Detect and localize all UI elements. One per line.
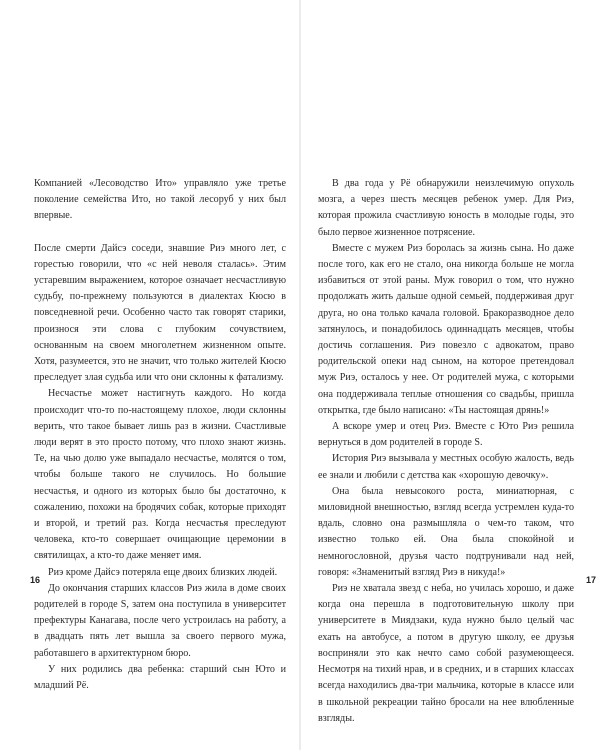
page-number: 16 xyxy=(30,575,41,585)
body-paragraph: Риэ не хватала звезд с неба, но училась хорошо, и даже когда она перешла в подготовительную школу при университете в Миядзаки, куда нужно было целый час ехать на автобусе, а потом в другую школу, ее друзья восприняли это как нечто само собой разумеющееся. Несмотря на тихий нрав, и в средних, и в старших классах всегда находились два-три мальчика, которые в классе или в школьной рекреации тайно бросали на нее влюбленные взгляды. xyxy=(318,583,574,724)
page-number: 17 xyxy=(586,575,597,585)
body-paragraph: Вместе с мужем Риэ боролась за жизнь сына. Но даже после того, как его не стало, она никогда больше не могла избавиться от этой раны. Муж говорил о том, что нужно продолжать жить дальше одной семьей, поддерживая друг друга, но она только качала головой. Бракоразводное дело затянулось, и понадобилось одиннадцать месяцев, чтобы достичь соглашения. Риэ повезло с адвокатом, право родительской опеки над сыном, на которое претендовал муж Риэ, осталось у нее. От родителей мужа, с которыми она поддерживала теплые отношения со свадьбы, пришла открытка, где было написано: «Ты настоящая дрянь!» xyxy=(318,242,574,416)
body-paragraph: До окончания старших классов Риэ жила в доме своих родителей в городе S, затем она поступила в университет префектуры Канагава, после чего устроилась на работу, а в двадцать пять лет вышла за своего первого мужа, работавшего в архитектурном бюро. xyxy=(34,582,286,659)
body-paragraph: После смерти Дайсэ соседи, знавшие Риэ много лет, с горестью говорили, что «с ней неволя сталась». Этим устаревшим выражением, которое означает несчастливую судьбу, по-прежнему пользуются в диалектах Кюсю в повседневной речи. Особенно часто так говорят старики, произнося эти слова с глубоким сочувствием, основанным на своем многолетнем жизненном опыте. Хотя, разумеется, это не значит, что только жителей Кюсю преследует злая судьба или что они склонны к фатализму. xyxy=(34,242,286,384)
body-paragraph: Несчастье может настигнуть каждого. Но когда происходит что-то по-настоящему плохое, люди склонны верить, что такое бывает лишь раз в жизни. Счастливые люди верят в это просто потому, что плохо знают жизнь. Те, на чью долю уже выпадало несчастье, молятся о том, чтобы больше такого не случилось. Но большие несчастья, и одного из которых было бы достаточно, к сожалению, похожи на бродячих собак, которые приходят и второй, и третий раз. Когда несчастья преследуют человека, кто-то совершает очищающие церемонии в святилищах, а кто-то даже меняет имя. xyxy=(34,388,286,562)
body-paragraph: Она была невысокого роста, миниатюрная, с миловидной внешностью, взгляд всегда устремлен куда-то вдаль, словно она размышляла о чем-то таком, что известно только ей. Она была спокойной и немногословной, друзья часто подтрунивали над ней, говоря: «Знаменитый взгляд Риэ в никуда!» xyxy=(318,485,574,578)
left-text-column xyxy=(34,176,286,694)
body-paragraph: У них родились два ребенка: старший сын Юто и младший Рё. xyxy=(34,663,286,692)
body-paragraph: А вскоре умер и отец Риэ. Вместе с Юто Риэ решила вернуться в дом родителей в городе S. xyxy=(318,421,574,449)
body-paragraph: Риэ кроме Дайсэ потеряла еще двоих близких людей. xyxy=(48,566,278,578)
body-paragraph: История Риэ вызывала у местных особую жалость, ведь ее знали и любили с детства как «хорошую девочку». xyxy=(318,453,574,481)
intro-paragraph: Компанией «Лесоводство Ито» управляло уже третье поколение семейства Ито, но такой лесоруб у них был впервые. xyxy=(34,178,286,222)
body-paragraph: В два года у Рё обнаружили неизлечимую опухоль мозга, а через шесть месяцев ребенок умер. Для Риэ, которая прожила счастливую юность в молодые годы, это было первое жизненное потрясение. xyxy=(318,178,574,238)
right-text-column xyxy=(318,176,574,727)
right-page xyxy=(300,0,600,750)
